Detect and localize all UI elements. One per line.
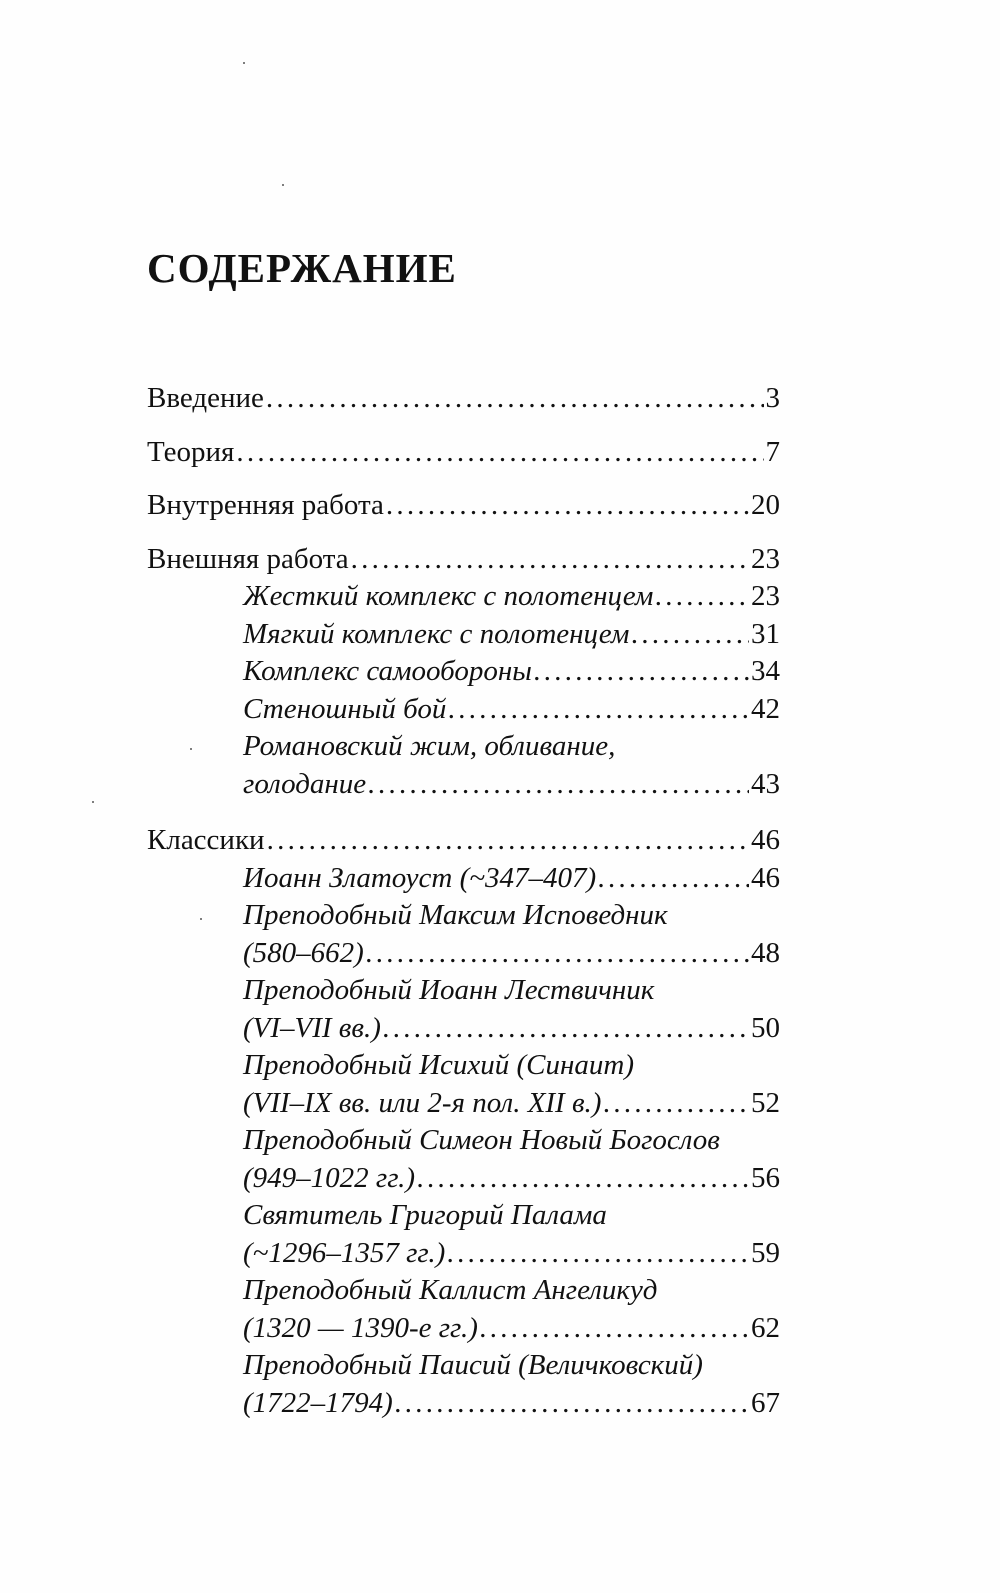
toc-entry-title: Введение bbox=[147, 382, 264, 414]
toc-entry-page: 48 bbox=[751, 936, 780, 969]
dot-leader bbox=[395, 1385, 749, 1423]
toc-entry-page: 56 bbox=[751, 1161, 780, 1194]
toc-entry-title: Внутренняя работа bbox=[147, 489, 384, 521]
toc-entry-title: (1320 — 1390-е гг.) bbox=[243, 1311, 478, 1344]
toc-entry-title: (VII–IX вв. или 2-я пол. XII в.) bbox=[243, 1086, 602, 1119]
toc-entry-page: 23 bbox=[751, 580, 780, 612]
toc-subentry bbox=[147, 691, 780, 729]
toc-entry bbox=[147, 822, 780, 860]
dot-leader bbox=[655, 578, 749, 616]
dot-leader bbox=[417, 1160, 749, 1198]
toc-subentry bbox=[147, 935, 780, 973]
toc-entry bbox=[147, 434, 780, 472]
table-of-contents bbox=[147, 380, 780, 1422]
toc-entry-title: Классики bbox=[147, 824, 265, 856]
toc-entry-title: Мягкий комплекс с полотенцем bbox=[243, 617, 630, 650]
toc-entry-title: (949–1022 гг.) bbox=[243, 1161, 416, 1194]
dot-leader bbox=[368, 766, 749, 804]
toc-entry-title: (1722–1794) bbox=[243, 1386, 393, 1419]
toc-subentry-first-line: Святитель Григорий Палама bbox=[243, 1199, 607, 1231]
toc-subentry bbox=[147, 578, 780, 616]
dot-leader bbox=[266, 380, 764, 418]
toc-entry-page: 31 bbox=[751, 617, 780, 650]
toc-subentry bbox=[147, 1010, 780, 1048]
scan-speck bbox=[282, 184, 284, 186]
toc-entry bbox=[147, 487, 780, 525]
toc-entry-title: (VI–VII вв.) bbox=[243, 1011, 381, 1044]
toc-entry-page: 43 bbox=[751, 767, 780, 800]
toc-entry-title: Комплекс самообороны bbox=[243, 655, 532, 687]
toc-subentry bbox=[147, 1085, 780, 1123]
toc-subentry bbox=[147, 1385, 780, 1423]
toc-entry-page: 3 bbox=[765, 382, 780, 414]
dot-leader bbox=[598, 860, 749, 898]
toc-entry-title: (~1296–1357 гг.) bbox=[243, 1236, 446, 1269]
toc-entry-title: (580–662) bbox=[243, 936, 364, 969]
toc-subentry bbox=[147, 1235, 780, 1273]
toc-entry-title: Жесткий комплекс с полотенцем bbox=[243, 580, 654, 612]
toc-entry-page: 62 bbox=[751, 1311, 780, 1344]
toc-entry-page: 23 bbox=[751, 542, 780, 575]
dot-leader bbox=[447, 1235, 749, 1273]
toc-entry-page: 50 bbox=[751, 1011, 780, 1044]
toc-subentry-first-line: Преподобный Иоанн Лествичник bbox=[243, 974, 655, 1006]
toc-entry-page: 20 bbox=[751, 489, 780, 521]
dot-leader bbox=[603, 1085, 749, 1123]
toc-entry-page: 42 bbox=[751, 692, 780, 725]
toc-entry bbox=[147, 380, 780, 418]
toc-entry-page: 59 bbox=[751, 1236, 780, 1269]
scan-speck bbox=[200, 918, 202, 920]
toc-subentry-first-line: Преподобный Паисий (Величковский) bbox=[243, 1349, 703, 1381]
toc-subentry-first-line: Преподобный Исихий (Синаит) bbox=[243, 1049, 635, 1081]
toc-subentry-first-line: Романовский жим, обливание, bbox=[243, 730, 616, 762]
toc-entry-page: 46 bbox=[751, 824, 780, 856]
toc-subentry bbox=[147, 860, 780, 898]
toc-entry-title: Внешняя работа bbox=[147, 542, 349, 575]
dot-leader bbox=[267, 822, 749, 860]
toc-subentry-first-line: Преподобный Максим Исповедник bbox=[243, 899, 668, 931]
dot-leader bbox=[366, 935, 749, 973]
dot-leader bbox=[534, 653, 749, 691]
dot-leader bbox=[386, 487, 749, 525]
dot-leader bbox=[351, 541, 749, 579]
toc-entry-page: 34 bbox=[751, 655, 780, 687]
toc-entry-page: 7 bbox=[765, 435, 780, 468]
toc-entry-title: Теория bbox=[147, 435, 235, 468]
scan-speck bbox=[92, 801, 94, 803]
toc-subentry bbox=[147, 653, 780, 691]
toc-entry-page: 46 bbox=[751, 861, 780, 894]
dot-leader bbox=[631, 616, 749, 654]
scan-speck bbox=[190, 748, 192, 750]
page-title: СОДЕРЖАНИЕ bbox=[147, 245, 457, 291]
toc-entry-page: 52 bbox=[751, 1086, 780, 1119]
toc-subentry-first-line: Преподобный Симеон Новый Богослов bbox=[243, 1124, 720, 1156]
toc-entry-title: голодание bbox=[243, 767, 367, 800]
toc-entry bbox=[147, 541, 780, 579]
toc-entry-page: 67 bbox=[751, 1386, 780, 1419]
dot-leader bbox=[480, 1310, 749, 1348]
toc-subentry-first-line: Преподобный Каллист Ангеликуд bbox=[243, 1274, 658, 1306]
toc-entry-title: Иоанн Златоуст (~347–407) bbox=[243, 861, 597, 894]
toc-subentry bbox=[147, 1310, 780, 1348]
dot-leader bbox=[236, 434, 763, 472]
toc-subentry bbox=[147, 616, 780, 654]
toc-subentry bbox=[147, 766, 780, 804]
dot-leader bbox=[448, 691, 749, 729]
toc-subentry bbox=[147, 1160, 780, 1198]
scan-speck bbox=[243, 62, 245, 64]
dot-leader bbox=[383, 1010, 749, 1048]
toc-entry-title: Стеношный бой bbox=[243, 692, 447, 725]
